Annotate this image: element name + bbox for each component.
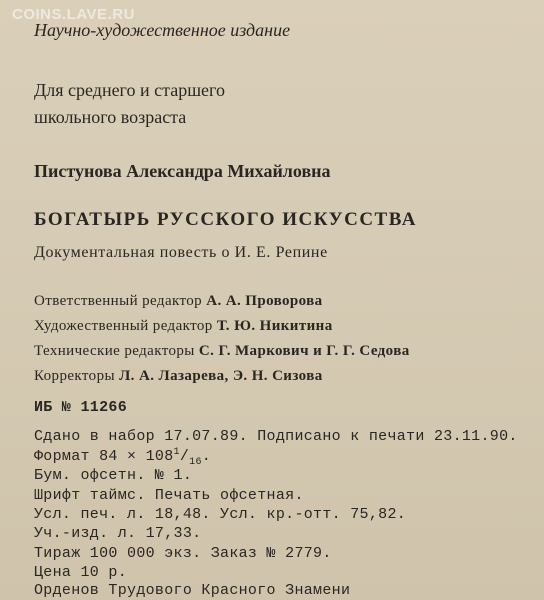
audience-line-1: Для среднего и старшего <box>34 80 225 100</box>
format-slash: / <box>179 448 190 465</box>
imprint-print-sheets: Усл. печ. л. 18,48. Усл. кр.-отт. 75,82. <box>34 506 407 523</box>
format-sub: 16 <box>189 457 202 468</box>
credit-role: Корректоры <box>34 368 115 384</box>
imprint-format <box>34 447 211 468</box>
audience-line-2: школьного возраста <box>34 107 187 127</box>
book-subtitle: Документальная повесть о И. Е. Репине <box>34 244 328 261</box>
credit-names: Л. А. Лазарева, Э. Н. Сизова <box>119 368 323 384</box>
watermark: COINS.LAVE.RU <box>12 6 135 23</box>
book-title: БОГАТЫРЬ РУССКОГО ИСКУССТВА <box>34 209 417 230</box>
imprint-font: Шрифт таймс. Печать офсетная. <box>34 487 304 504</box>
edition-type: Научно-художественное издание <box>34 20 291 40</box>
format-sup: 1 <box>173 447 180 458</box>
imprint-run: Тираж 100 000 экз. Заказ № 2779. <box>34 545 332 562</box>
credit-role: Технические редакторы <box>34 343 195 359</box>
imprint-submitted: Сдано в набор 17.07.89. Подписано к печати 23.11.90. <box>34 428 518 445</box>
credit-names: А. А. Проворова <box>206 293 323 309</box>
credit-role: Художественный редактор <box>34 318 213 334</box>
credit-role: Ответственный редактор <box>34 293 203 309</box>
credit-line <box>34 343 410 360</box>
credit-line <box>34 318 333 335</box>
imprint-publishing-sheets: Уч.-изд. л. 17,33. <box>34 525 202 542</box>
credit-line <box>34 293 323 310</box>
imprint-paper: Бум. офсетн. № 1. <box>34 467 193 484</box>
author-name: Пистунова Александра Михайловна <box>34 161 331 181</box>
credit-line <box>34 368 323 385</box>
credit-names: Т. Ю. Никитина <box>216 318 333 334</box>
credit-names: С. Г. Маркович и Г. Г. Седова <box>198 343 410 359</box>
ib-number: ИБ № 11266 <box>34 399 128 416</box>
format-end: . <box>201 448 212 465</box>
imprint-order: Орденов Трудового Красного Знамени <box>34 582 351 599</box>
imprint-price: Цена 10 р. <box>34 564 128 581</box>
format-text: Формат 84 × 108 <box>34 448 174 465</box>
